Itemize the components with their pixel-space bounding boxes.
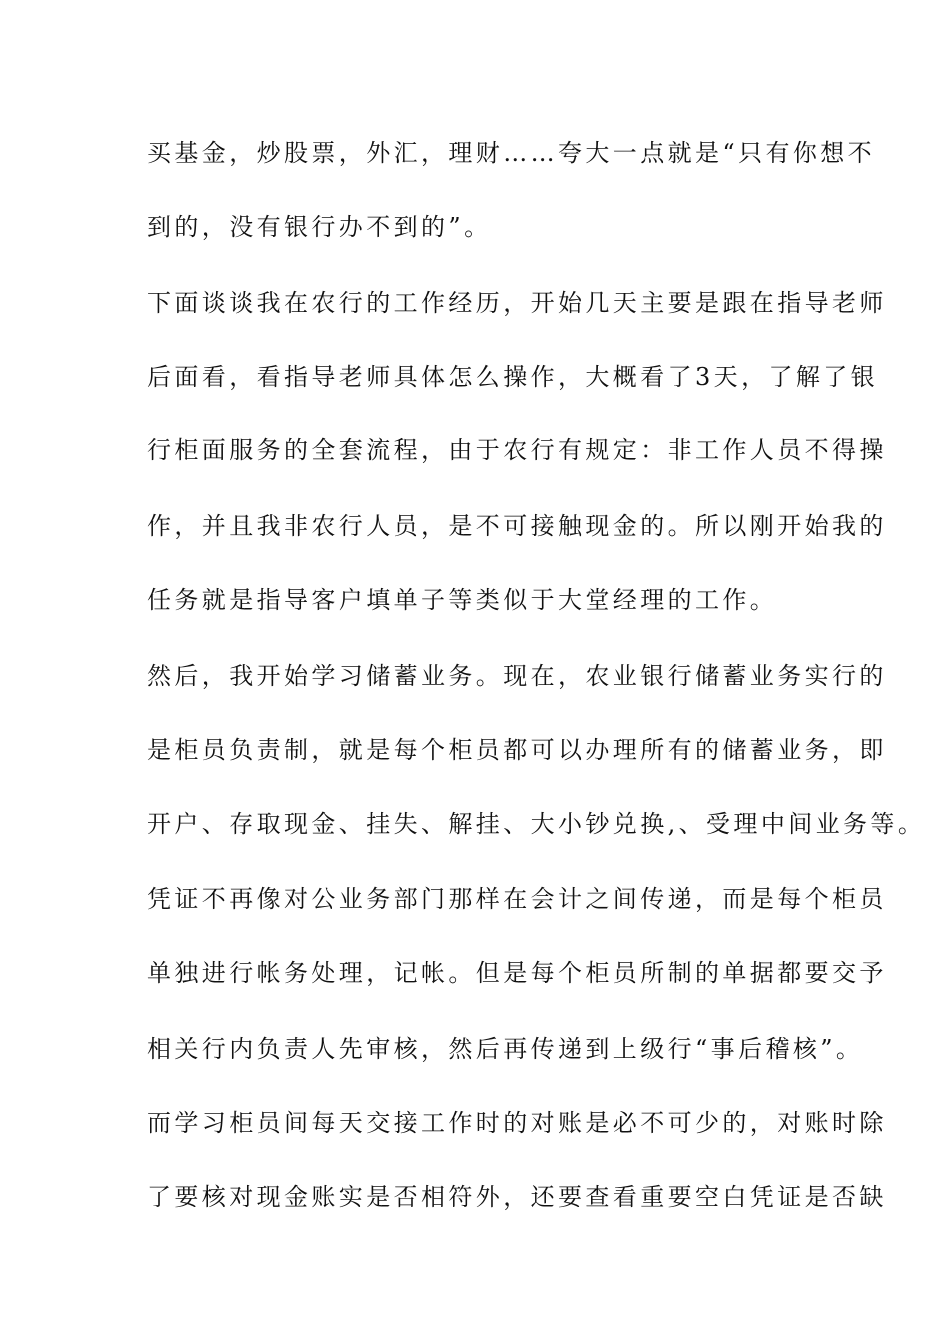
text-line: 而学习柜员间每天交接工作时的对账是必不可少的，对账时除: [147, 1109, 887, 1137]
text-line: 买基金，炒股票，外汇，理财……夸大一点就是“只有你想不: [147, 139, 876, 167]
text-line: 是柜员负责制，就是每个柜员都可以办理所有的储蓄业务，即: [147, 736, 887, 764]
text-line: 凭证不再像对公业务部门那样在会计之间传递，而是每个柜员: [147, 885, 887, 913]
text-line: 下面谈谈我在农行的工作经历，开始几天主要是跟在指导老师: [147, 289, 887, 317]
text-line: 然后，我开始学习储蓄业务。现在，农业银行储蓄业务实行的: [147, 662, 887, 690]
text-line: 单独进行帐务处理，记帐。但是每个柜员所制的单据都要交予: [147, 959, 887, 987]
text-line: 相关行内负责人先审核，然后再传递到上级行“事后稽核”。: [147, 1035, 864, 1063]
text-line: 开户、存取现金、挂失、解挂、大小钞兑换,、受理中间业务等。: [147, 810, 926, 838]
text-line: 作，并且我非农行人员，是不可接触现金的。所以刚开始我的: [147, 512, 887, 540]
text-line: 到的，没有银行办不到的”。: [147, 213, 492, 241]
text-line: 了要核对现金账实是否相符外，还要查看重要空白凭证是否缺: [147, 1183, 887, 1211]
text-line: 行柜面服务的全套流程，由于农行有规定：非工作人员不得操: [147, 436, 887, 464]
text-line: 任务就是指导客户填单子等类似于大堂经理的工作。: [147, 586, 778, 614]
text-line: 后面看，看指导老师具体怎么操作，大概看了3天，了解了银: [147, 363, 879, 391]
